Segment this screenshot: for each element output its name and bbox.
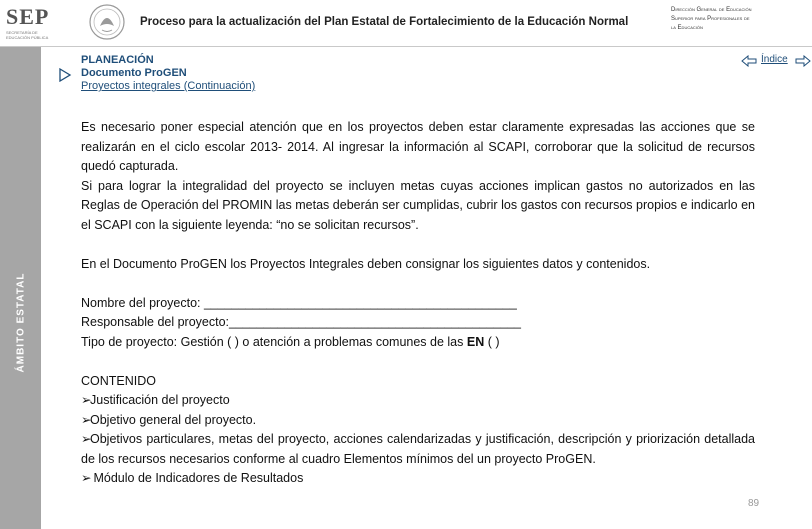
section-heading — [81, 54, 255, 93]
paragraph: En el Documento ProGEN los Proyectos Integrales deben consignar los siguientes datos y contenidos. — [81, 256, 651, 271]
index-link[interactable]: Índice — [761, 54, 788, 65]
project-responsible-field: Responsable del proyecto:__________________________________________ — [81, 315, 521, 329]
checkmark-bullet-icon: ➢ — [81, 471, 92, 485]
sep-logo — [6, 4, 72, 42]
sep-logo-text: SEP — [6, 4, 50, 29]
checkmark-bullet-icon: ➢ — [81, 432, 92, 446]
project-type-option: ( ) — [484, 334, 500, 349]
project-name-field: Nombre del proyecto: _____________________________________________ — [81, 295, 517, 310]
arrow-left-icon[interactable] — [741, 55, 757, 67]
checkmark-bullet-icon: ➢ — [81, 412, 92, 427]
sidebar — [0, 47, 41, 529]
contents-heading: CONTENIDO — [81, 373, 156, 388]
list-item — [81, 430, 755, 469]
list-item — [81, 391, 755, 411]
play-arrow-icon — [58, 68, 72, 82]
list-item-text: Módulo de Indicadores de Resultados — [90, 471, 304, 485]
project-type-en: EN — [466, 334, 485, 349]
list-item-text: Objetivo general del proyecto. — [90, 412, 257, 427]
header-institution-line: Superior para Profesionales de — [671, 16, 750, 22]
paragraph: Es necesario poner especial atención que en los proyectos deben estar claramente expresadas las acciones que se realizarán en el ciclo escolar 2013- 2014. Al ingresar la información al SCAPI, corroborar que la solicitud de recursos quedó capturada. — [81, 120, 755, 173]
document-body — [81, 118, 755, 489]
list-item-text: Objetivos particulares, metas del proyecto, acciones calendarizadas y justificación, descripción y priorización detallada de los recursos necesarios conforme al cuadro Elementos mínimos del un proyecto ProGEN. — [81, 432, 755, 466]
national-emblem-icon — [88, 2, 126, 42]
project-type-text: Tipo de proyecto: Gestión ( ) o atención a problemas comunes de las — [81, 334, 467, 349]
arrow-right-icon[interactable] — [795, 55, 811, 67]
header-title: Proceso para la actualización del Plan Estatal de Fortalecimiento de la Educación Normal — [140, 16, 629, 28]
list-item — [81, 411, 755, 431]
header-institution — [671, 6, 803, 33]
paragraph: Si para lograr la integralidad del proyecto se incluyen metas cuyas acciones implican gastos no autorizados en las Reglas de Operación del PROMIN las metas deberán ser cumplidas, cubrir los gastos con recursos propios e indicarlo en el SCAPI con la siguiente leyenda: “no se solicitan recursos”. — [81, 178, 755, 232]
header-divider — [0, 46, 812, 47]
list-item — [81, 469, 755, 489]
list-item-text: Justificación del proyecto — [90, 393, 230, 407]
section-title: PLANEACIÓN — [81, 54, 154, 66]
header — [0, 0, 812, 46]
section-subtitle: Documento ProGEN — [81, 67, 187, 79]
page-number: 89 — [748, 498, 760, 509]
project-type-field — [81, 333, 755, 353]
sep-logo-subtitle: SECRETARÍA DE EDUCACIÓN PÚBLICA — [6, 30, 49, 40]
checkmark-bullet-icon: ➢ — [81, 393, 92, 407]
index-nav — [741, 54, 811, 68]
header-institution-line: la Educación — [671, 25, 703, 31]
sidebar-label: ÁMBITO ESTATAL — [15, 272, 27, 373]
header-institution-line: Dirección General de Educación — [671, 7, 752, 13]
section-breadcrumb-link[interactable]: Proyectos integrales (Continuación) — [81, 80, 256, 92]
